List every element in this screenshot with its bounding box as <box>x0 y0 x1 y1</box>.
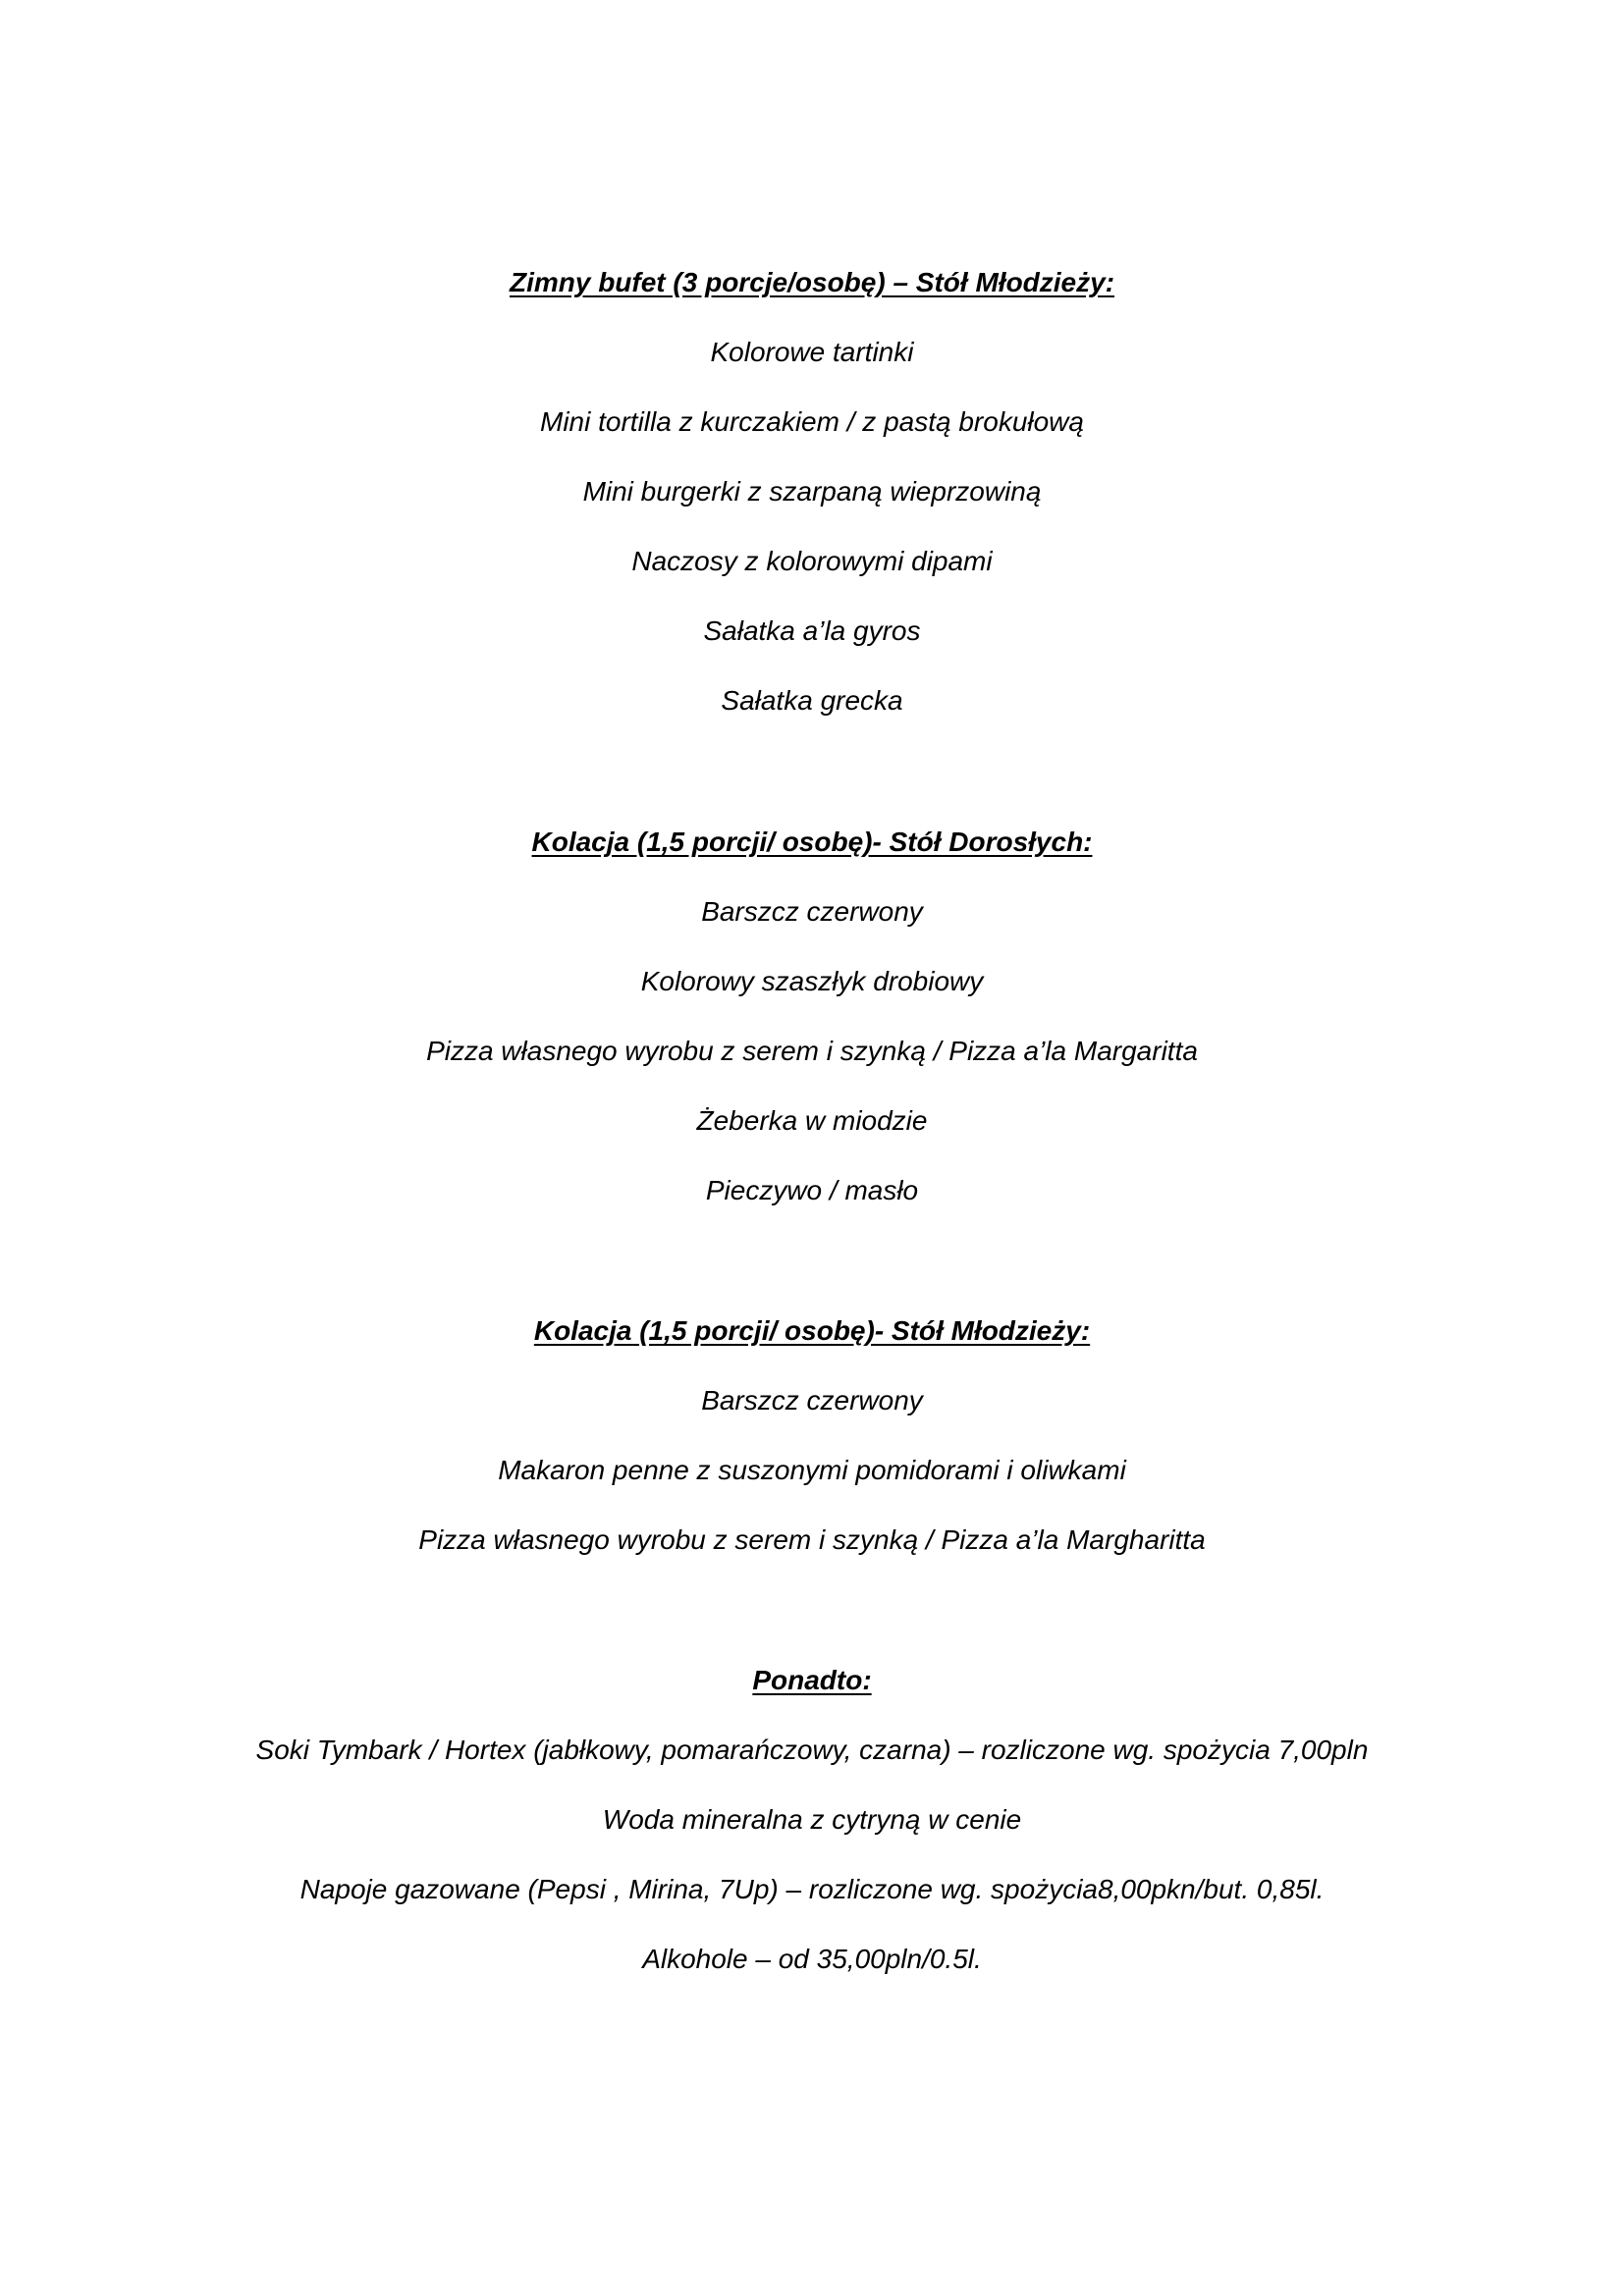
menu-item: Sałatka grecka <box>721 685 903 716</box>
menu-item: Mini tortilla z kurczakiem / z pastą brokułową <box>540 406 1084 437</box>
section-heading-adults-dinner: Kolacja (1,5 porcji/ osobę)- Stół Dorosłych: <box>531 827 1093 857</box>
menu-item: Kolorowy szaszłyk drobiowy <box>640 966 984 996</box>
menu-item: Barszcz czerwony <box>701 1385 923 1415</box>
menu-item: Pizza własnego wyrobu z serem i szynką / Pizza a’la Margharitta <box>418 1524 1206 1555</box>
menu-item: Naczosy z kolorowymi dipami <box>631 546 993 576</box>
menu-item: Mini burgerki z szarpaną wieprzowiną <box>582 476 1042 507</box>
menu-item: Woda mineralna z cytryną w cenie <box>602 1804 1022 1835</box>
menu-item: Makaron penne z suszonymi pomidorami i oliwkami <box>498 1455 1126 1485</box>
section-heading-youth-dinner: Kolacja (1,5 porcji/ osobę)- Stół Młodzieży: <box>533 1315 1091 1346</box>
menu-item: Pizza własnego wyrobu z serem i szynką / Pizza a’la Margaritta <box>426 1036 1198 1066</box>
section-heading-cold-buffet: Zimny bufet (3 porcje/osobę) – Stół Młodzieży: <box>509 267 1115 297</box>
menu-item: Soki Tymbark / Hortex (jabłkowy, pomarańczowy, czarna) – rozliczone wg. spożycia 7,00pln <box>255 1735 1369 1765</box>
menu-item: Pieczywo / masło <box>705 1175 919 1205</box>
menu-item: Sałatka a’la gyros <box>703 615 921 646</box>
menu-item: Żeberka w miodzie <box>696 1105 928 1136</box>
menu-item: Kolorowe tartinki <box>710 337 914 367</box>
menu-item: Napoje gazowane (Pepsi , Mirina, 7Up) – rozliczone wg. spożycia8,00pkn/but. 0,85l. <box>299 1874 1325 1904</box>
menu-item: Alkohole – od 35,00pln/0.5l. <box>642 1944 982 1974</box>
menu-item: Barszcz czerwony <box>701 896 923 927</box>
section-heading-additionally: Ponadto: <box>752 1665 872 1695</box>
